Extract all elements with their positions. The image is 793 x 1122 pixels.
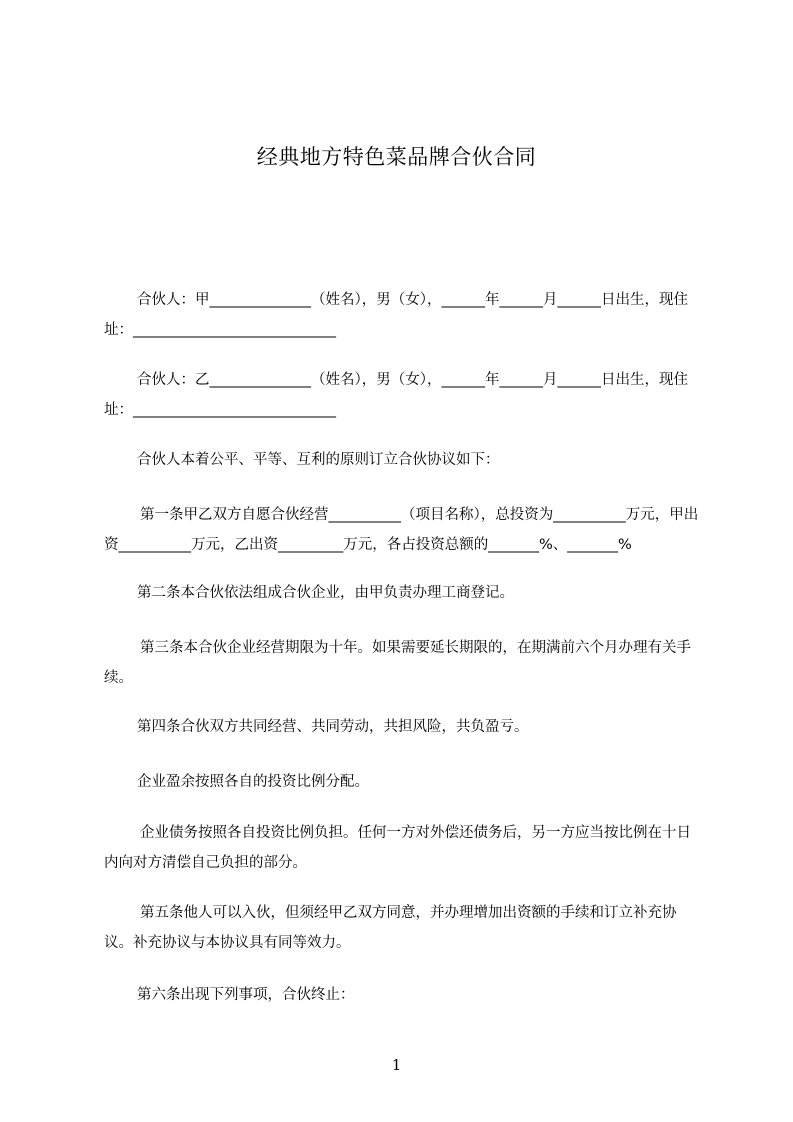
preamble-paragraph: 合伙人本着公平、平等、互利的原则订立合伙协议如下： (137, 452, 500, 468)
debt-paragraph: 企业债务按照各自投资比例负担。任何一方对外偿还债务后，另一方应当按比例在十日内向对方清偿自己负担的部分。 (104, 825, 691, 871)
document-title: 经典地方特色菜品牌合伙合同 (256, 145, 537, 169)
article-2-paragraph: 第二条本合伙依法组成合伙企业，由甲负责办理工商登记。 (137, 585, 514, 601)
page-number: 1 (391, 1056, 402, 1074)
partner-a-paragraph: 合伙人：甲______________（姓名），男（女），______年______月______日出生，现住址：____________________________ (104, 292, 688, 338)
article-4-paragraph: 第四条合伙双方共同经营、共同劳动，共担风险，共负盈亏。 (137, 719, 529, 735)
article-1-paragraph: 第一条甲乙双方自愿合伙经营__________（项目名称），总投资为__________万元，甲出资__________万元，乙出资_________万元，各占投资总额的_______%、_______% (104, 507, 699, 553)
article-6-paragraph: 第六条出现下列事项，合伙终止： (137, 987, 355, 1003)
profit-distribution-paragraph: 企业盈余按照各自的投资比例分配。 (137, 774, 369, 790)
article-5-paragraph: 第五条他人可以入伙，但须经甲乙双方同意，并办理增加出资额的手续和订立补充协议。补充协议与本协议具有同等效力。 (104, 905, 677, 951)
article-3-paragraph: 第三条本合伙企业经营期限为十年。如果需要延长期限的，在期满前六个月办理有关手续。 (104, 640, 691, 686)
partner-b-paragraph: 合伙人：乙______________（姓名），男（女），______年______月______日出生，现住址：____________________________ (104, 372, 688, 418)
